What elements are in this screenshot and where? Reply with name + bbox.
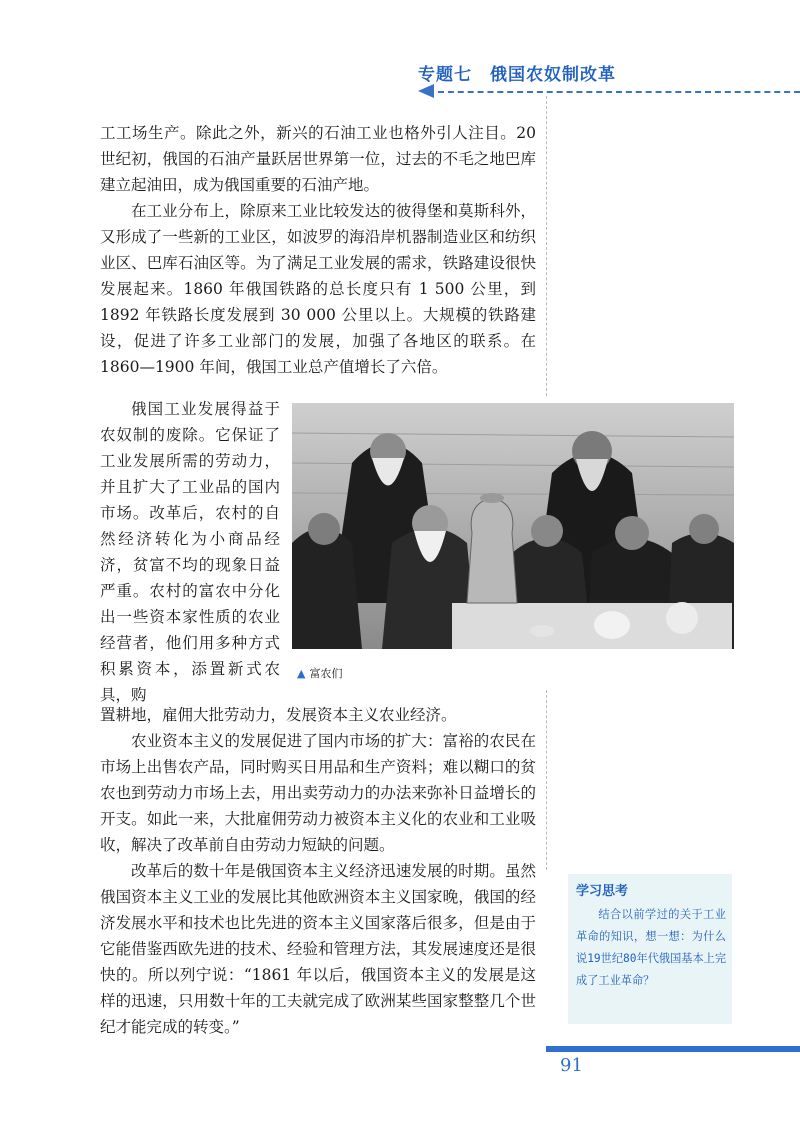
photo-illustration <box>292 403 734 649</box>
body-text-top <box>100 120 536 380</box>
margin-divider-bottom <box>546 690 547 870</box>
body-text-wrap <box>100 396 280 708</box>
paragraph-4: 置耕地，雇佣大批劳动力，发展资本主义农业经济。 <box>100 706 457 724</box>
rich-peasants-photo <box>292 403 734 649</box>
study-think-question: 结合以前学过的关于工业革命的知识，想一想：为什么说19世纪80年代俄国基本上完成了工业革命？ <box>576 908 727 987</box>
footer-bar <box>546 1046 800 1052</box>
body-text-bottom <box>100 702 536 1040</box>
header-divider <box>438 91 800 93</box>
paragraph-2: 在工业分布上，除原来工业比较发达的彼得堡和莫斯科外，又形成了一些新的工业区，如波罗的海沿岸机器制造业区和纺织业区、巴库石油区等。为了满足工业发展的需求，铁路建设很快发展起来。1860 年俄国铁路的总长度只有 1 500 公里，到 1892 年铁路长度发展到 30 000 公里以上。大规模的铁路建设，促进了许多工业部门的发展，加强了各地区的联系。在 1860—1900 年间，俄国工业总产值增长了六倍。 <box>100 202 536 376</box>
page-number: 91 <box>560 1055 583 1076</box>
margin-divider-top <box>546 96 547 396</box>
arrow-left-icon <box>418 84 434 98</box>
chapter-title: 专题七 俄国农奴制改革 <box>418 65 616 85</box>
paragraph-5: 农业资本主义的发展促进了国内市场的扩大：富裕的农民在市场上出售农产品，同时购买日用品和生产资料；难以糊口的贫农也到劳动力市场上去，用出卖劳动力的办法来弥补日益增长的开支。如此一来，大批雇佣劳动力被资本主义化的农业和工业吸收，解决了改革前自由劳动力短缺的问题。 <box>100 732 536 854</box>
study-think-title: 学习思考 <box>576 884 629 899</box>
paragraph-3: 俄国工业发展得益于农奴制的废除。它保证了工业发展所需的劳动力，并且扩大了工业品的国内市场。改革后，农村的自然经济转化为小商品经济，贫富不均的现象日益严重。农村的富农中分化出一些资本家性质的农业经营者，他们用多种方式积累资本，添置新式农具，购 <box>100 400 280 704</box>
photo-caption <box>297 665 342 681</box>
study-think-box <box>568 874 732 1024</box>
paragraph-6: 改革后的数十年是俄国资本主义经济迅速发展的时期。虽然俄国资本主义工业的发展比其他欧洲资本主义国家晚，俄国的经济发展水平和技术也比先进的资本主义国家落后很多，但是由于它能借鉴西欧先进的技术、经验和管理方法，其发展速度还是很快的。所以列宁说：“1861 年以后，俄国资本主义的发展是这样的迅速，只用数十年的工夫就完成了欧洲某些国家整整几个世纪才能完成的转变。” <box>100 862 536 1036</box>
paragraph-1: 工工场生产。除此之外，新兴的石油工业也格外引人注目。20世纪初，俄国的石油产量跃居世界第一位，过去的不毛之地巴库建立起油田，成为俄国重要的石油产地。 <box>100 124 536 194</box>
triangle-up-icon: ▲ <box>297 667 306 680</box>
photo-caption-text: 富农们 <box>309 667 343 680</box>
